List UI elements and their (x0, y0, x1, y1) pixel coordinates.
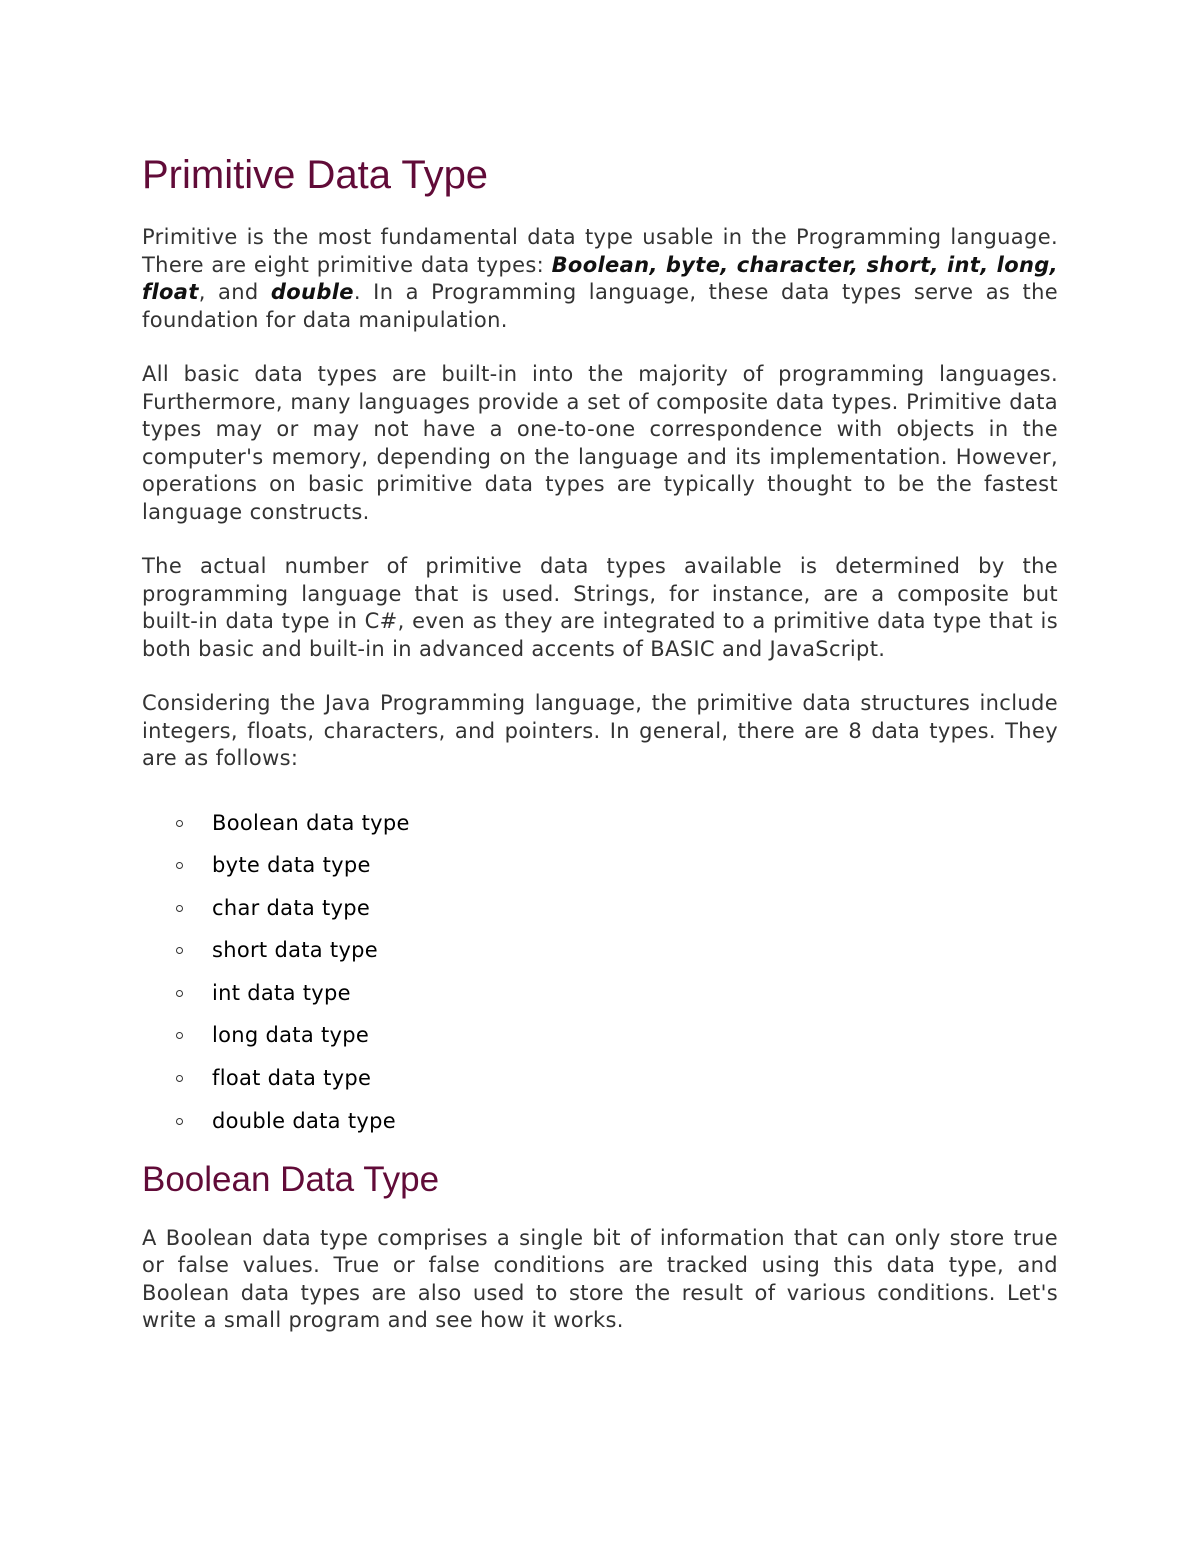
intro-text: Primitive is the most fundamental data type usable in the Programming language. There are eight primitive data types: (142, 225, 1058, 277)
separator: , (720, 252, 737, 277)
list-item-label: byte data type (212, 853, 371, 878)
circle-bullet-icon (176, 862, 183, 869)
type-boolean: Boolean (551, 252, 650, 277)
paragraph: Considering the Java Programming language, the primitive data structures include integers, floats, characters, and pointers. In general, there are 8 data types. They are as follows: (142, 691, 1058, 770)
separator: , and (198, 280, 271, 304)
list-item (142, 936, 1058, 964)
list-item (142, 894, 1058, 922)
type-int: int (946, 252, 981, 277)
type-character: character (736, 252, 850, 277)
circle-bullet-icon (176, 1118, 183, 1125)
circle-bullet-icon (176, 990, 183, 997)
list-item-label: Boolean data type (212, 810, 410, 835)
circle-bullet-icon (176, 1032, 183, 1039)
list-item (142, 979, 1058, 1007)
list-item-label: short data type (212, 938, 379, 963)
paragraph: All basic data types are built-in into the majority of programming languages. Furthermore, many languages provide a set of composite data types. Primitive data types may or may not have a one-to-one correspondence with objects in the computer's memory, depending on the language and its implementation. However, operations on basic primitive data types are typically thought to be the fastest language constructs. (142, 362, 1058, 524)
type-byte: byte (665, 252, 721, 277)
intro-paragraph (142, 224, 1058, 334)
type-float: float (142, 280, 199, 304)
type-double: double (270, 280, 354, 304)
data-type-list (142, 809, 1058, 1135)
type-short: short (866, 252, 931, 277)
separator: , (930, 252, 947, 277)
list-item (142, 851, 1058, 879)
list-item-label: char data type (212, 895, 371, 920)
type-long: long (996, 252, 1050, 277)
intro-text-end: . In a Programming language, these data types serve as the foundation for data manipulation. (142, 280, 1058, 332)
list-item-label: int data type (212, 980, 351, 1005)
separator: , (1049, 252, 1058, 277)
list-item-label: long data type (212, 1023, 370, 1048)
page-title: Primitive Data Type (142, 153, 489, 197)
paragraph: The actual number of primitive data types available is determined by the programming language that is used. Strings, for instance, are a composite but built-in data type in C#, even as they are integrated to a primitive data type that is both basic and built-in in advanced accents of BASIC and JavaScript. (142, 554, 1058, 661)
list-item-label: float data type (212, 1066, 372, 1091)
list-item (142, 1107, 1058, 1135)
separator: , (649, 252, 666, 277)
list-item-label: double data type (212, 1108, 396, 1133)
list-item (142, 809, 1058, 837)
circle-bullet-icon (176, 947, 183, 954)
circle-bullet-icon (176, 905, 183, 912)
section-heading: Boolean Data Type (142, 1159, 440, 1199)
separator: , (980, 252, 997, 277)
boolean-paragraph: A Boolean data type comprises a single bit of information that can only store true or false values. True or false conditions are tracked using this data type, and Boolean data types are also used to store the result of various conditions. Let's write a small program and see how it works. (142, 1225, 1058, 1333)
circle-bullet-icon (176, 820, 183, 827)
circle-bullet-icon (176, 1075, 183, 1082)
list-item (142, 1064, 1058, 1092)
separator: , (850, 252, 867, 277)
list-item (142, 1021, 1058, 1049)
document-page (142, 148, 1058, 1362)
